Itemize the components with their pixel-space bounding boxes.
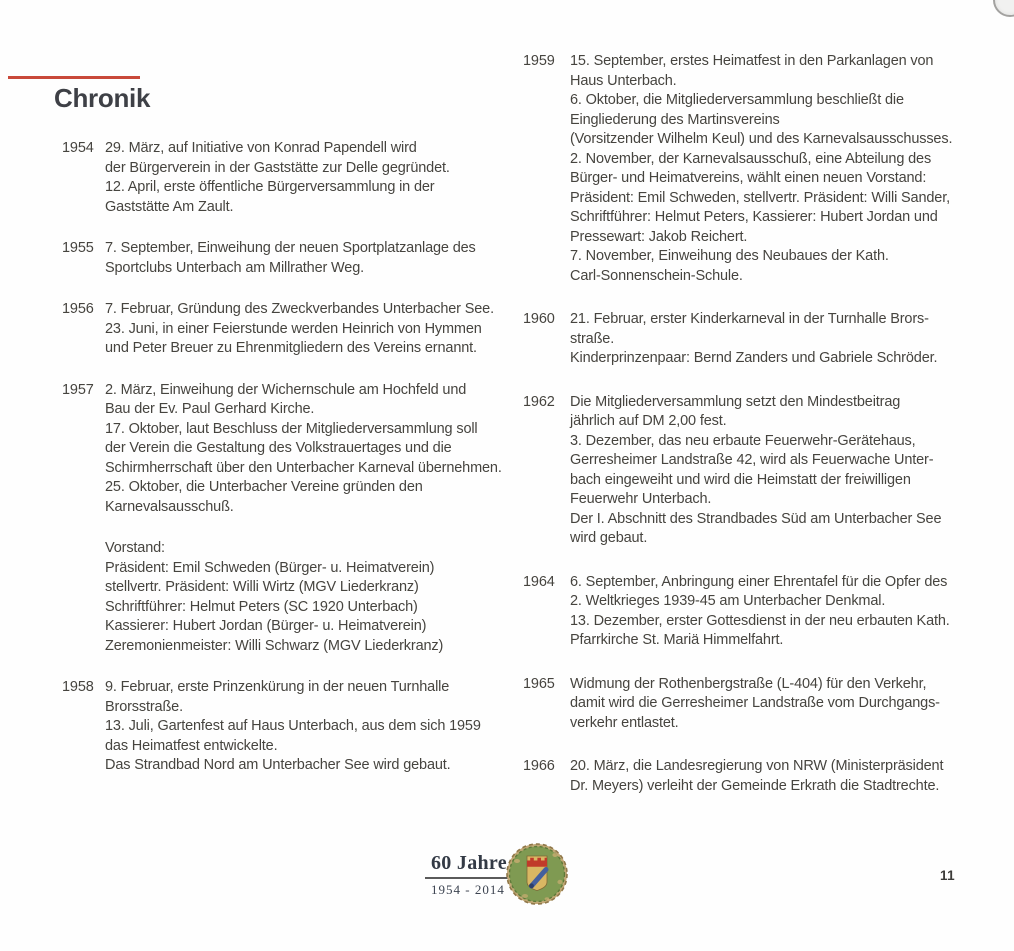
logo-years: 1954 - 2014 [431,882,505,897]
timeline-line: Schriftführer: Helmut Peters, Kassierer: Hubert Jordan und [570,209,938,225]
timeline-year: 1966 [523,758,555,774]
timeline-year: 1960 [523,311,555,327]
timeline-year: 1959 [523,53,555,69]
timeline-line: Der I. Abschnitt des Strandbades Süd am Unterbacher See [570,510,942,527]
timeline-line: und Peter Breuer zu Ehrenmitgliedern des Vereins ernannt. [105,340,477,356]
logo-title: 60 Jahre [425,852,510,879]
timeline-line: Widmung der Rothenbergstraße (L-404) für den Verkehr, [570,675,927,692]
timeline-line: 23. Juni, in einer Feierstunde werden Heinrich von Hymmen [105,320,482,337]
timeline-line: Bürger- und Heimatvereins, wählt einen neuen Vorstand: [570,170,927,186]
timeline-entry [62,381,532,518]
timeline-column-right [523,52,1003,820]
timeline-text [570,393,1003,549]
timeline-line: Bau der Ev. Paul Gerhard Kirche. [105,401,315,417]
timeline-entry [523,393,1003,549]
timeline-line: Vorstand: [105,540,165,556]
timeline-line: Präsident: Emil Schweden, stellvertr. Präsident: Willi Sander, [570,189,950,206]
timeline-entry [523,52,1003,286]
timeline-line: Eingliederung des Martinsvereins [570,111,780,128]
timeline-text [105,239,532,278]
timeline-column-left [62,139,532,798]
timeline-line: 9. Februar, erste Prinzenkürung in der neuen Turnhalle [105,679,450,695]
timeline-line: bach eingeweiht und wird die Heimstatt der freiwilligen [570,471,911,488]
timeline-entry [523,675,1003,734]
timeline-text [105,381,532,518]
timeline-year: 1962 [523,393,555,410]
timeline-entry [523,310,1003,369]
timeline-line: Feuerwehr Unterbach. [570,491,712,507]
timeline-line: verkehr entlastet. [570,714,679,731]
club-crest-icon [505,841,569,907]
timeline-line: 29. März, auf Initiative von Konrad Papendell wird [105,140,417,156]
timeline-line: Kassierer: Hubert Jordan (Bürger- u. Heimatverein) [105,618,427,634]
timeline-line: 2. Weltkrieges 1939-45 am Unterbacher Denkmal. [570,593,886,609]
timeline-line: 2. März, Einweihung der Wichernschule am Hochfeld und [105,381,467,398]
timeline-year: 1958 [62,679,94,695]
timeline-line: (Vorsitzender Wilhelm Keul) und des Karnevalsausschusses. [570,131,953,147]
timeline-line: 15. September, erstes Heimatfest in den Parkanlagen von [570,53,934,69]
timeline-entry [62,678,532,776]
timeline-entry [62,139,532,217]
timeline-line: Brorsstraße. [105,698,183,715]
timeline-text [105,678,532,776]
timeline-line: Gaststätte Am Zault. [105,198,234,215]
timeline-line: Karnevalsausschuß. [105,498,234,515]
timeline-line: Schriftführer: Helmut Peters (SC 1920 Unterbach) [105,598,418,615]
timeline-text [570,757,1003,796]
timeline-line: Sportclubs Unterbach am Millrather Weg. [105,259,365,276]
timeline-entry [62,300,532,359]
timeline-text [570,675,1003,734]
timeline-entry [62,539,532,656]
timeline-year: 1954 [62,140,94,156]
timeline-year: 1955 [62,240,94,256]
timeline-line: 12. April, erste öffentliche Bürgerversammlung in der [105,179,435,195]
timeline-entry [62,239,532,278]
timeline-line: Dr. Meyers) verleiht der Gemeinde Erkrath die Stadtrechte. [570,777,940,794]
timeline-line: Zeremonienmeister: Willi Schwarz (MGV Liederkranz) [105,637,444,654]
timeline-entry [523,757,1003,796]
timeline-line: Pfarrkirche St. Mariä Himmelfahrt. [570,632,784,648]
timeline-line: Präsident: Emil Schweden (Bürger- u. Heimatverein) [105,559,435,576]
timeline-year: 1965 [523,675,555,692]
timeline-line: 13. Dezember, erster Gottesdienst in der neu erbauten Kath. [570,612,950,629]
timeline-year: 1964 [523,573,555,590]
timeline-text [105,300,532,359]
timeline-line: Das Strandbad Nord am Unterbacher See wird gebaut. [105,757,451,773]
timeline-line: 3. Dezember, das neu erbaute Feuerwehr-Gerätehaus, [570,432,916,449]
timeline-line: Kinderprinzenpaar: Bernd Zanders und Gabriele Schröder. [570,350,938,366]
timeline-line: 17. Oktober, laut Beschluss der Mitgliederversammlung soll [105,420,478,437]
timeline-entry [523,573,1003,651]
timeline-line: der Verein die Gestaltung des Volkstrauertages und die [105,440,452,456]
timeline-line: 25. Oktober, die Unterbacher Vereine gründen den [105,479,423,495]
timeline-line: 6. Oktober, die Mitgliederversammlung beschließt die [570,92,904,108]
accent-rule [8,76,140,79]
timeline-line: 20. März, die Landesregierung von NRW (Ministerpräsident [570,758,944,774]
timeline-text [105,539,532,656]
page-number: 11 [940,868,955,883]
timeline-line: damit wird die Gerresheimer Landstraße vom Durchgangs- [570,695,940,711]
timeline-text [105,139,532,217]
timeline-text [570,52,1003,286]
timeline-line: 7. Februar, Gründung des Zweckverbandes Unterbacher See. [105,301,494,317]
timeline-line: 2. November, der Karnevalsausschuß, eine Abteilung des [570,150,932,167]
timeline-line: Gerresheimer Landstraße 42, wird als Feuerwache Unter- [570,452,934,468]
timeline-line: der Bürgerverein in der Gaststätte zur Delle gegründet. [105,159,450,176]
timeline-line: Carl-Sonnenschein-Schule. [570,267,743,284]
anniversary-logo [425,852,510,898]
timeline-text [570,310,1003,369]
timeline-line: jährlich auf DM 2,00 fest. [570,413,727,429]
timeline-line: 7. September, Einweihung der neuen Sportplatzanlage des [105,240,476,256]
timeline-line: Pressewart: Jakob Reichert. [570,228,748,245]
page-title: Chronik [54,83,151,113]
timeline-line: 6. September, Anbringung einer Ehrentafel für die Opfer des [570,573,948,590]
timeline-line: 7. November, Einweihung des Neubaues der Kath. [570,248,889,264]
timeline-year: 1957 [62,381,94,398]
timeline-line: das Heimatfest entwickelte. [105,737,278,754]
timeline-line: Haus Unterbach. [570,72,677,89]
timeline-line: Schirmherrschaft über den Unterbacher Karneval übernehmen. [105,459,502,476]
timeline-line: wird gebaut. [570,530,648,546]
corner-arc-icon [993,0,1014,17]
timeline-line: straße. [570,330,615,347]
timeline-year: 1956 [62,301,94,317]
timeline-line: Die Mitgliederversammlung setzt den Mindestbeitrag [570,393,901,410]
timeline-text [570,573,1003,651]
timeline-line: stellvertr. Präsident: Willi Wirtz (MGV Liederkranz) [105,579,419,595]
timeline-line: 21. Februar, erster Kinderkarneval in der Turnhalle Brors- [570,311,929,327]
timeline-line: 13. Juli, Gartenfest auf Haus Unterbach, aus dem sich 1959 [105,718,481,734]
